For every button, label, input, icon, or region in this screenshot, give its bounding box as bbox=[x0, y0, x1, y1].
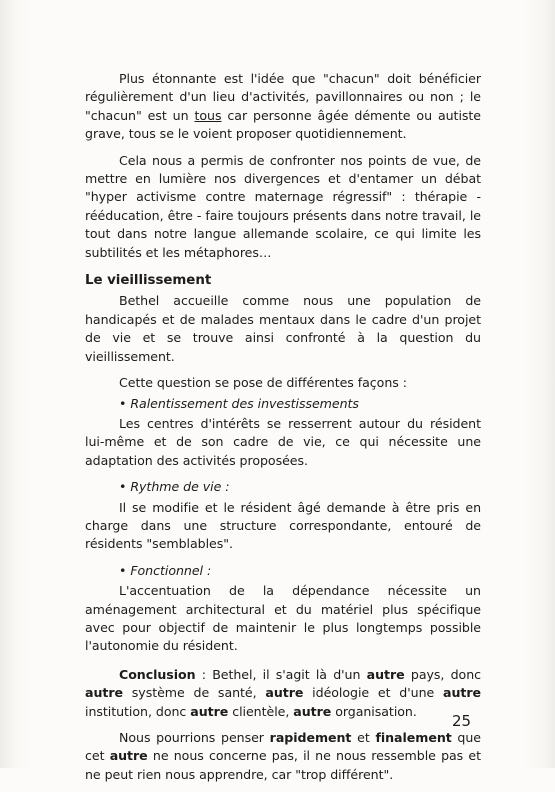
bold-word: finalement bbox=[375, 730, 452, 745]
bold-word: autre bbox=[265, 685, 304, 701]
paragraph-bethel: Bethel accueille comme nous une population de handicapés et de malades mentaux dans le cadre d'un projet de vie et se trouve ainsi confronté à la question du vieillissement. bbox=[85, 293, 481, 364]
text: car personne âgée démente ou autiste grave, tous se le voient proposer quotidiennement. bbox=[85, 107, 481, 142]
bold-word: rapidement bbox=[269, 730, 352, 745]
paragraph-conclusion bbox=[85, 666, 481, 721]
bold-word: autre bbox=[443, 685, 481, 701]
text: système de santé, bbox=[123, 685, 266, 701]
list-item-title: • Rythme de vie : bbox=[119, 479, 230, 495]
bold-word: autre bbox=[366, 666, 405, 682]
text: institution, donc bbox=[85, 703, 191, 719]
list-item-text: L'accentuation de la dépendance nécessite un aménagement architectural et du matériel plus spécifique avec pour objectif de maintenir le plus longtemps possible l'autonomie du résident. bbox=[85, 583, 481, 654]
text: que cet bbox=[85, 730, 482, 764]
bold-word: autre bbox=[293, 703, 332, 719]
list-item-title: • Ralentissement des investissements bbox=[119, 395, 359, 411]
paragraph-final bbox=[85, 729, 481, 784]
text: et bbox=[351, 730, 376, 745]
page-body bbox=[85, 70, 481, 792]
underlined-word: tous bbox=[194, 107, 222, 123]
text: Plus étonnante est l'idée que "chacun" doit bénéficier régulièrement d'un lieu d'activités, pavillonnaires ou non ; le "chacun" est un bbox=[85, 71, 481, 123]
list-item-title: • Fonctionnel : bbox=[119, 562, 212, 578]
text: idéologie et d'une bbox=[303, 685, 443, 701]
bold-word: autre bbox=[190, 703, 229, 719]
paragraph-question: Cette question se pose de différentes façons : bbox=[119, 375, 407, 391]
list-item-text: Les centres d'intérêts se resserrent autour du résident lui-même et de son cadre de vie, ce qui nécessite une adaptation des activités proposées. bbox=[85, 415, 481, 468]
text: clientèle, bbox=[228, 703, 294, 719]
section-heading: Le vieillissement bbox=[85, 273, 212, 289]
list-item-text: Il se modifie et le résident âgé demande à être pris en charge dans une structure correspondante, entouré de résidents "semblables". bbox=[85, 499, 481, 552]
text: organisation. bbox=[331, 703, 417, 719]
conclusion-label: Conclusion bbox=[119, 666, 196, 682]
paragraph-chacun bbox=[85, 70, 481, 144]
text: pays, donc bbox=[404, 666, 481, 682]
page-number: 25 bbox=[452, 712, 472, 730]
bold-word: autre bbox=[85, 685, 123, 701]
text: ne nous concerne pas, il ne nous ressemble pas et ne peut rien nous apprendre, car "trop différent". bbox=[85, 748, 481, 782]
text: Nous pourrions penser bbox=[119, 730, 270, 745]
text: : Bethel, il s'agit là d'un bbox=[195, 666, 367, 682]
bold-word: autre bbox=[109, 748, 148, 764]
paragraph-debat: Cela nous a permis de confronter nos points de vue, de mettre en lumière nos divergences et d'entamer un débat "hyper activisme contre maternage régressif" : thérapie - rééducation, être - faire toujours présents dans notre travail, le tout dans notre langue allemande scolaire, ce qui limite les subtilités et les métaphores… bbox=[85, 152, 481, 260]
